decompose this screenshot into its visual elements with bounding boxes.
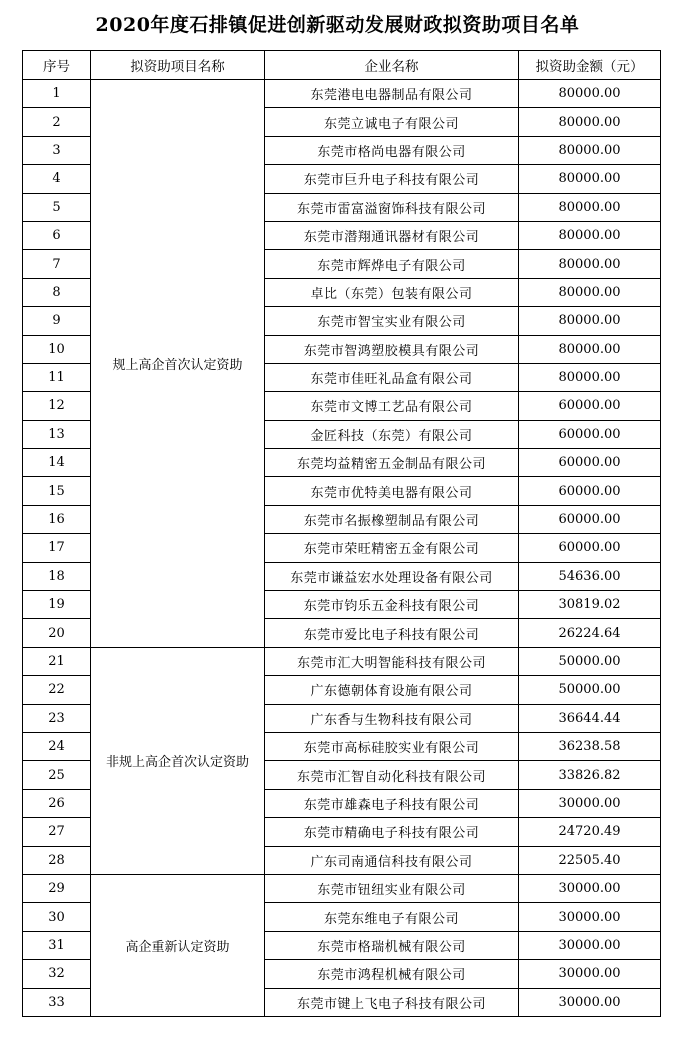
cell-company: 东莞市谦益宏水处理设备有限公司 <box>265 562 519 590</box>
cell-amount: 60000.00 <box>519 477 661 505</box>
cell-seq: 10 <box>23 335 91 363</box>
cell-amount: 80000.00 <box>519 80 661 108</box>
header-seq: 序号 <box>23 51 91 80</box>
header-row <box>23 51 661 80</box>
cell-amount: 22505.40 <box>519 846 661 874</box>
cell-amount: 50000.00 <box>519 676 661 704</box>
cell-amount: 80000.00 <box>519 108 661 136</box>
cell-amount: 80000.00 <box>519 307 661 335</box>
cell-seq: 27 <box>23 818 91 846</box>
cell-seq: 14 <box>23 449 91 477</box>
cell-seq: 5 <box>23 193 91 221</box>
cell-seq: 25 <box>23 761 91 789</box>
cell-company: 东莞市汇智自动化科技有限公司 <box>265 761 519 789</box>
cell-amount: 60000.00 <box>519 534 661 562</box>
page-title: 2020年度石排镇促进创新驱动发展财政拟资助项目名单 <box>95 14 580 36</box>
cell-company: 东莞市潜翔通讯器材有限公司 <box>265 221 519 249</box>
cell-amount: 26224.64 <box>519 619 661 647</box>
cell-seq: 20 <box>23 619 91 647</box>
cell-amount: 50000.00 <box>519 647 661 675</box>
cell-amount: 30000.00 <box>519 789 661 817</box>
cell-amount: 30000.00 <box>519 903 661 931</box>
cell-amount: 80000.00 <box>519 335 661 363</box>
cell-company: 东莞市智鸿塑胶模具有限公司 <box>265 335 519 363</box>
cell-company: 东莞市雄森电子科技有限公司 <box>265 789 519 817</box>
header-company: 企业名称 <box>265 51 519 80</box>
cell-seq: 22 <box>23 676 91 704</box>
cell-amount: 80000.00 <box>519 250 661 278</box>
cell-company: 广东香与生物科技有限公司 <box>265 704 519 732</box>
cell-seq: 33 <box>23 988 91 1016</box>
cell-company: 东莞市佳旺礼品盒有限公司 <box>265 363 519 391</box>
cell-seq: 15 <box>23 477 91 505</box>
cell-amount: 80000.00 <box>519 221 661 249</box>
cell-company: 东莞市文博工艺品有限公司 <box>265 392 519 420</box>
cell-amount: 80000.00 <box>519 363 661 391</box>
cell-company: 东莞市键上飞电子科技有限公司 <box>265 988 519 1016</box>
cell-seq: 23 <box>23 704 91 732</box>
cell-company: 东莞市雷富溢窗饰科技有限公司 <box>265 193 519 221</box>
table-row <box>23 80 661 108</box>
cell-seq: 17 <box>23 534 91 562</box>
cell-seq: 24 <box>23 732 91 760</box>
cell-seq: 21 <box>23 647 91 675</box>
cell-amount: 80000.00 <box>519 193 661 221</box>
cell-seq: 31 <box>23 931 91 959</box>
cell-company: 东莞市优特美电器有限公司 <box>265 477 519 505</box>
cell-amount: 60000.00 <box>519 392 661 420</box>
cell-company: 东莞市辉烨电子有限公司 <box>265 250 519 278</box>
cell-amount: 60000.00 <box>519 449 661 477</box>
cell-seq: 32 <box>23 960 91 988</box>
cell-company: 东莞市荣旺精密五金有限公司 <box>265 534 519 562</box>
cell-amount: 36238.58 <box>519 732 661 760</box>
cell-seq: 13 <box>23 420 91 448</box>
cell-seq: 1 <box>23 80 91 108</box>
cell-amount: 60000.00 <box>519 420 661 448</box>
cell-company: 东莞市汇大明智能科技有限公司 <box>265 647 519 675</box>
cell-company: 东莞市高标硅胶实业有限公司 <box>265 732 519 760</box>
cell-seq: 18 <box>23 562 91 590</box>
cell-amount: 30000.00 <box>519 988 661 1016</box>
cell-amount: 80000.00 <box>519 278 661 306</box>
header-project: 拟资助项目名称 <box>91 51 265 80</box>
cell-amount: 33826.82 <box>519 761 661 789</box>
cell-company: 东莞市巨升电子科技有限公司 <box>265 165 519 193</box>
cell-seq: 26 <box>23 789 91 817</box>
header-amount: 拟资助金额（元） <box>519 51 661 80</box>
cell-seq: 8 <box>23 278 91 306</box>
cell-seq: 6 <box>23 221 91 249</box>
cell-company: 金匠科技（东莞）有限公司 <box>265 420 519 448</box>
cell-seq: 28 <box>23 846 91 874</box>
cell-company: 东莞港电电器制品有限公司 <box>265 80 519 108</box>
cell-amount: 80000.00 <box>519 165 661 193</box>
cell-amount: 30000.00 <box>519 960 661 988</box>
cell-company: 东莞均益精密五金制品有限公司 <box>265 449 519 477</box>
cell-company: 东莞市钮纽实业有限公司 <box>265 874 519 902</box>
cell-seq: 29 <box>23 874 91 902</box>
cell-amount: 54636.00 <box>519 562 661 590</box>
cell-amount: 36644.44 <box>519 704 661 732</box>
cell-seq: 16 <box>23 505 91 533</box>
cell-company: 广东司南通信科技有限公司 <box>265 846 519 874</box>
cell-company: 东莞市鸿程机械有限公司 <box>265 960 519 988</box>
cell-project: 高企重新认定资助 <box>91 874 265 1016</box>
cell-seq: 30 <box>23 903 91 931</box>
cell-company: 东莞市精确电子科技有限公司 <box>265 818 519 846</box>
cell-company: 东莞市格瑞机械有限公司 <box>265 931 519 959</box>
cell-company: 东莞市智宝实业有限公司 <box>265 307 519 335</box>
cell-seq: 9 <box>23 307 91 335</box>
cell-company: 卓比（东莞）包装有限公司 <box>265 278 519 306</box>
cell-amount: 30819.02 <box>519 591 661 619</box>
cell-seq: 11 <box>23 363 91 391</box>
table-body <box>23 80 661 1017</box>
cell-seq: 2 <box>23 108 91 136</box>
cell-company: 东莞市格尚电器有限公司 <box>265 136 519 164</box>
cell-company: 东莞立诚电子有限公司 <box>265 108 519 136</box>
cell-company: 东莞市钧乐五金科技有限公司 <box>265 591 519 619</box>
cell-seq: 4 <box>23 165 91 193</box>
cell-project: 非规上高企首次认定资助 <box>91 647 265 874</box>
cell-seq: 3 <box>23 136 91 164</box>
cell-seq: 12 <box>23 392 91 420</box>
funding-table <box>22 50 661 1017</box>
table-row <box>23 874 661 902</box>
cell-company: 东莞市名振橡塑制品有限公司 <box>265 505 519 533</box>
cell-project: 规上高企首次认定资助 <box>91 80 265 648</box>
cell-seq: 19 <box>23 591 91 619</box>
cell-company: 东莞东维电子有限公司 <box>265 903 519 931</box>
cell-company: 广东德朝体育设施有限公司 <box>265 676 519 704</box>
cell-company: 东莞市爱比电子科技有限公司 <box>265 619 519 647</box>
table-row <box>23 647 661 675</box>
cell-amount: 60000.00 <box>519 505 661 533</box>
cell-amount: 24720.49 <box>519 818 661 846</box>
cell-amount: 30000.00 <box>519 931 661 959</box>
cell-seq: 7 <box>23 250 91 278</box>
cell-amount: 80000.00 <box>519 136 661 164</box>
cell-amount: 30000.00 <box>519 874 661 902</box>
